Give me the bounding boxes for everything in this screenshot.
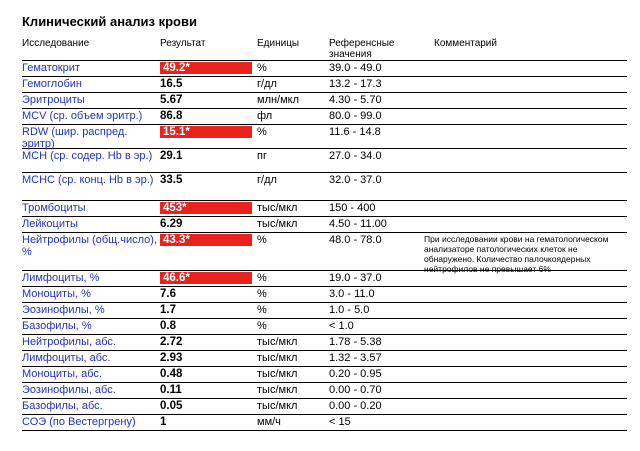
units: %	[257, 304, 267, 316]
result-value: 1	[160, 416, 167, 428]
reference-range: 150 - 400	[329, 202, 376, 214]
test-name: Нейтрофилы, абс.	[22, 336, 116, 348]
result-value: 16.5	[160, 78, 183, 90]
units: %	[257, 234, 267, 246]
table-row	[22, 232, 627, 274]
table-row	[22, 92, 627, 109]
result-value: 29.1	[160, 150, 183, 162]
test-name: Гемоглобин	[22, 78, 82, 90]
test-name: Нейтрофилы (общ.число), %	[22, 234, 157, 258]
table-row	[22, 382, 627, 399]
units: пг	[257, 150, 267, 162]
header-ref-line1: Референсные	[329, 38, 395, 49]
test-name: MCV (ср. объем эритр.)	[22, 110, 143, 122]
result-value: 0.05	[160, 400, 183, 412]
result-value: 453*	[160, 202, 252, 214]
table-row	[22, 350, 627, 367]
units: тыс/мкл	[257, 384, 298, 396]
units: тыс/мкл	[257, 336, 298, 348]
test-name: Эозинофилы, абс.	[22, 384, 116, 396]
result-value: 86.8	[160, 110, 183, 122]
units: фл	[257, 110, 273, 122]
test-name: RDW (шир. распред. эритр)	[22, 126, 128, 150]
units: %	[257, 288, 267, 300]
units: %	[257, 320, 267, 332]
result-value: 7.6	[160, 288, 176, 300]
reference-range: 27.0 - 34.0	[329, 150, 382, 162]
units: г/дл	[257, 174, 277, 186]
test-name: Лимфоциты, абс.	[22, 352, 111, 364]
result-value: 2.93	[160, 352, 183, 364]
result-value: 6.29	[160, 218, 183, 230]
reference-range: 1.32 - 3.57	[329, 352, 382, 364]
table-row	[22, 270, 627, 287]
reference-range: 0.20 - 0.95	[329, 368, 382, 380]
result-value: 2.72	[160, 336, 183, 348]
test-name: Моноциты, абс.	[22, 368, 102, 380]
table-row	[22, 334, 627, 351]
test-name: Лимфоциты, %	[22, 272, 100, 284]
table-row	[22, 286, 627, 303]
reference-range: 4.50 - 11.00	[329, 218, 387, 230]
header-result: Результат	[160, 38, 206, 49]
test-name: Эозинофилы, %	[22, 304, 105, 316]
reference-range: < 15	[329, 416, 351, 428]
units: %	[257, 126, 267, 138]
report-title: Клинический анализ крови	[22, 14, 197, 29]
table-row	[22, 76, 627, 93]
test-name: Гематокрит	[22, 62, 80, 74]
units: %	[257, 62, 267, 74]
test-name: Лейкоциты	[22, 218, 78, 230]
comment: При исследовании крови на гематологическом анализаторе патологических клеток не обнаружено. Количество палочкоядерных нейтрофилов не превышает 6%	[424, 234, 609, 274]
result-value: 0.11	[160, 384, 182, 396]
reference-range: 4.30 - 5.70	[329, 94, 382, 106]
reference-range: 13.2 - 17.3	[329, 78, 382, 90]
units: тыс/мкл	[257, 202, 298, 214]
test-name: СОЭ (по Вестергрену)	[22, 416, 136, 428]
table-row	[22, 318, 627, 335]
test-name: MCHC (ср. конц. Hb в эр.)	[22, 174, 154, 186]
test-name: MCH (ср. содер. Hb в эр.)	[22, 150, 153, 162]
reference-range: 0.00 - 0.20	[329, 400, 382, 412]
table-row	[22, 216, 627, 233]
reference-range: 19.0 - 37.0	[329, 272, 382, 284]
units: млн/мкл	[257, 94, 300, 106]
test-name: Базофилы, %	[22, 320, 92, 332]
reference-range: 1.78 - 5.38	[329, 336, 382, 348]
test-name: Моноциты, %	[22, 288, 91, 300]
units: %	[257, 272, 267, 284]
test-name: Эритроциты	[22, 94, 85, 106]
table-row	[22, 398, 627, 415]
units: г/дл	[257, 78, 277, 90]
units: тыс/мкл	[257, 352, 298, 364]
table-row	[22, 108, 627, 125]
table-row	[22, 302, 627, 319]
header-ref-line2: значения	[329, 49, 372, 60]
result-value: 49.2*	[160, 62, 252, 74]
table-row	[22, 60, 627, 77]
units: тыс/мкл	[257, 368, 298, 380]
result-value: 0.8	[160, 320, 176, 332]
units: тыс/мкл	[257, 218, 298, 230]
table-row	[22, 366, 627, 383]
reference-range: < 1.0	[329, 320, 354, 332]
reference-range: 39.0 - 49.0	[329, 62, 382, 74]
result-value: 1.7	[160, 304, 176, 316]
result-value: 43.3*	[160, 234, 252, 246]
result-value: 46.6*	[160, 272, 252, 284]
result-value: 15.1*	[160, 126, 252, 138]
test-name: Базофилы, абс.	[22, 400, 103, 412]
table-row	[22, 124, 627, 149]
table-row	[22, 172, 627, 201]
table-header	[22, 38, 627, 61]
units: тыс/мкл	[257, 400, 298, 412]
header-test: Исследование	[22, 38, 90, 49]
reference-range: 11.6 - 14.8	[329, 126, 381, 138]
table-row	[22, 200, 627, 217]
reference-range: 1.0 - 5.0	[329, 304, 370, 316]
table-row	[22, 148, 627, 173]
reference-range: 32.0 - 37.0	[329, 174, 382, 186]
table-row	[22, 414, 627, 431]
header-comment: Комментарий	[434, 38, 497, 49]
result-value: 33.5	[160, 174, 183, 186]
test-name: Тромбоциты	[22, 202, 86, 214]
result-value: 5.67	[160, 94, 183, 106]
reference-range: 80.0 - 99.0	[329, 110, 382, 122]
header-ref	[329, 38, 395, 60]
units: мм/ч	[257, 416, 281, 428]
reference-range: 0.00 - 0.70	[329, 384, 382, 396]
reference-range: 3.0 - 11.0	[329, 288, 375, 300]
header-units: Единицы	[257, 38, 300, 49]
reference-range: 48.0 - 78.0	[329, 234, 382, 246]
result-value: 0.48	[160, 368, 183, 380]
